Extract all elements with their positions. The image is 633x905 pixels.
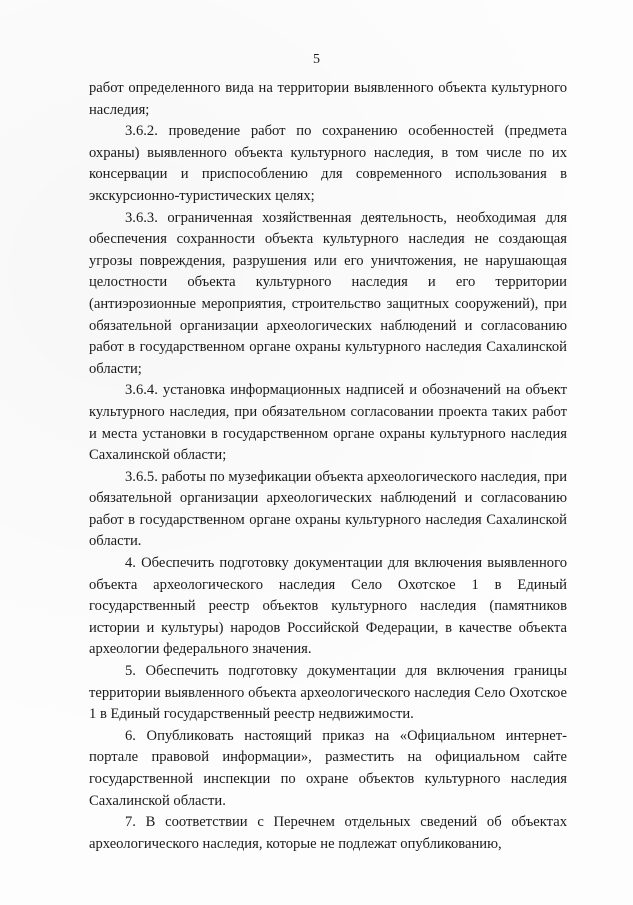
paragraph-7: 7. В соответствии с Перечнем отдельных сведений об объектах археологического наследия, которые не подлежат опубликованию,	[89, 814, 567, 852]
paragraph-3-6-2: 3.6.2. проведение работ по сохранению особенностей (предмета охраны) выявленного объекта культурного наследия, в том числе по их консервации и приспособлению для современного использования в экскурсионно-туристических целях;	[89, 123, 567, 204]
paragraph-5: 5. Обеспечить подготовку документации для включения границы территории выявленного объекта археологического наследия Село Охотское 1 в Единый государственный реестр недвижимости.	[89, 663, 567, 723]
document-body	[89, 78, 567, 855]
paragraph-6: 6. Опубликовать настоящий приказ на «Официальном интернет-портале правовой информации», разместить на официальном сайте государственной инспекции по охране объектов культурного наследия Сахалинской области.	[89, 727, 567, 809]
paragraph-4: 4. Обеспечить подготовку документации для включения выявленного объекта археологического наследия Село Охотское 1 в Единый государственный реестр объектов культурного наследия (памятников истории и культуры) народов Российской Федерации, в качестве объекта археологии федерального значения.	[89, 555, 567, 658]
paragraph-3-6-4: 3.6.4. установка информационных надписей и обозначений на объект культурного наследия, при обязательном согласовании проекта таких работ и места установки в государственном органе охраны культурного наследия Сахалинской области;	[89, 382, 567, 464]
paragraph-3-6-3: 3.6.3. ограниченная хозяйственная деятельность, необходимая для обеспечения сохранности объекта культурного наследия не создающая угрозы повреждения, разрушения или его уничтожения, не нарушающая целостности объекта культурного наследия и его территории (антиэрозионные мероприятия, строительство защитных сооружений), при обязательной организации археологических наблюдений и согласованию работ в государственном органе охраны культурного наследия Сахалинской области;	[89, 209, 567, 377]
paragraph-continuation: работ определенного вида на территории выявленного объекта культурного наследия;	[89, 80, 567, 118]
page-number: 5	[313, 52, 320, 67]
paragraph-3-6-5: 3.6.5. работы по музефикации объекта археологического наследия, при обязательной организации археологических наблюдений и согласованию работ в государственном органе охраны культурного наследия Сахалинской области.	[89, 468, 568, 550]
